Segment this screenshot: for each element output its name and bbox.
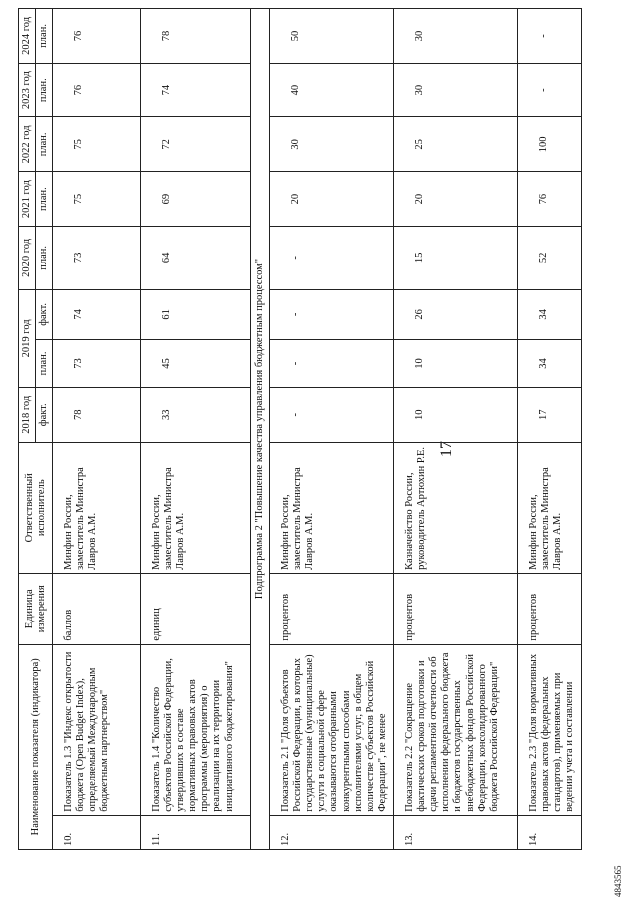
page-number: 17 bbox=[438, 441, 455, 457]
header-2018: 2018 год bbox=[19, 387, 36, 442]
header-unit: Единица измерения bbox=[19, 573, 53, 644]
header-exec: Ответственный исполнитель bbox=[19, 442, 53, 573]
value-2018-fact: 33 bbox=[141, 387, 251, 442]
subprogram-row bbox=[251, 9, 270, 850]
indicator-name: Показатель 2.1 "Доля субъектов Российской Федерации, в которых государственные (муниципальные) услуги в социальной сфере оказываются отобранными конкурентными способами исполнителями услуг, в общем количестве субъектов Российской Федерации", не менее bbox=[270, 644, 394, 815]
unit-cell: единиц bbox=[141, 573, 251, 644]
value-2018-fact: 78 bbox=[53, 387, 141, 442]
header-plan: план. bbox=[36, 9, 53, 64]
table-row bbox=[270, 9, 394, 850]
header-2023: 2023 год bbox=[19, 63, 36, 117]
indicator-name: Показатель 2.3 "Доля нормативных правовых актов (федеральных стандартов), применяемых при ведении учета и составлении bbox=[518, 644, 582, 815]
row-number: 13. bbox=[394, 815, 518, 849]
row-number: 12. bbox=[270, 815, 394, 849]
header-2024: 2024 год bbox=[19, 9, 36, 64]
value-2023: - bbox=[518, 63, 582, 117]
value-2022: 72 bbox=[141, 117, 251, 172]
indicator-name: Показатель 1.4 "Количество субъектов Российской Федерации, утвердивших в составе нормативных правовых актов программы (мероприятия) о реализации на их территории инициативного бюджетирования" bbox=[141, 644, 251, 815]
value-2018-fact: - bbox=[270, 387, 394, 442]
unit-cell: процентов bbox=[270, 573, 394, 644]
row-number: 14. bbox=[518, 815, 582, 849]
value-2021: 20 bbox=[394, 172, 518, 227]
value-2019-plan: 73 bbox=[53, 339, 141, 387]
value-2019-plan: 45 bbox=[141, 339, 251, 387]
value-2021: 69 bbox=[141, 172, 251, 227]
header-plan: план. bbox=[36, 227, 53, 290]
value-2019-fact: 26 bbox=[394, 289, 518, 339]
value-2023: 74 bbox=[141, 63, 251, 117]
table-row bbox=[394, 9, 518, 850]
unit-cell: процентов bbox=[394, 573, 518, 644]
header-2021: 2021 год bbox=[19, 172, 36, 227]
header-plan: план. bbox=[36, 117, 53, 172]
indicator-name: Показатель 1.3 "Индекс открытости бюджета (Open Budget Index), определяемый Международным бюджетным партнерством" bbox=[53, 644, 141, 815]
header-plan: план. bbox=[36, 339, 53, 387]
row-number: 11. bbox=[141, 815, 251, 849]
value-2023: 30 bbox=[394, 63, 518, 117]
executor-cell: Минфин России, заместитель Министра Лавров А.М. bbox=[270, 442, 394, 573]
header-fact: факт. bbox=[36, 387, 53, 442]
value-2024: 50 bbox=[270, 9, 394, 64]
value-2019-fact: 74 bbox=[53, 289, 141, 339]
subprogram-title: Подпрограмма 2 "Повышение качества управления бюджетным процессом" bbox=[251, 9, 270, 850]
value-2019-fact: 61 bbox=[141, 289, 251, 339]
value-2020: - bbox=[270, 227, 394, 290]
value-2022: 100 bbox=[518, 117, 582, 172]
value-2018-fact: 10 bbox=[394, 387, 518, 442]
executor-cell: Минфин России, заместитель Министра Лавров А.М. bbox=[518, 442, 582, 573]
value-2019-fact: 34 bbox=[518, 289, 582, 339]
value-2019-plan: - bbox=[270, 339, 394, 387]
header-row-1 bbox=[19, 9, 36, 850]
value-2024: 30 bbox=[394, 9, 518, 64]
value-2019-plan: 10 bbox=[394, 339, 518, 387]
header-plan: план. bbox=[36, 172, 53, 227]
unit-cell: баллов bbox=[53, 573, 141, 644]
table-row bbox=[141, 9, 251, 850]
value-2018-fact: 17 bbox=[518, 387, 582, 442]
executor-cell: Казначейство России, руководитель Артюхин Р.Е. bbox=[394, 442, 518, 573]
value-2022: 30 bbox=[270, 117, 394, 172]
value-2020: 73 bbox=[53, 227, 141, 290]
executor-cell: Минфин России, заместитель Министра Лавров А.М. bbox=[141, 442, 251, 573]
value-2024: 78 bbox=[141, 9, 251, 64]
header-2019: 2019 год bbox=[19, 289, 36, 387]
table-row bbox=[518, 9, 582, 850]
value-2019-plan: 34 bbox=[518, 339, 582, 387]
value-2021: 75 bbox=[53, 172, 141, 227]
header-plan: план. bbox=[36, 63, 53, 117]
document-code: 4843565 bbox=[613, 865, 623, 897]
indicator-name: Показатель 2.2 "Сокращение фактических сроков подготовки и сдачи регламентной отчетности об исполнении федерального бюджета и бюджетов государственных внебюджетных фондов Российской Федерации, консолидированного бюджета Российской Федерации" bbox=[394, 644, 518, 815]
header-2020: 2020 год bbox=[19, 227, 36, 290]
row-number: 10. bbox=[53, 815, 141, 849]
header-fact: факт. bbox=[36, 289, 53, 339]
table-row bbox=[53, 9, 141, 850]
value-2022: 25 bbox=[394, 117, 518, 172]
value-2021: 76 bbox=[518, 172, 582, 227]
value-2022: 75 bbox=[53, 117, 141, 172]
value-2023: 40 bbox=[270, 63, 394, 117]
header-name: Наименование показателя (индикатора) bbox=[19, 644, 53, 849]
value-2024: 76 bbox=[53, 9, 141, 64]
executor-cell: Минфин России, заместитель Министра Лавров А.М. bbox=[53, 442, 141, 573]
value-2020: 15 bbox=[394, 227, 518, 290]
value-2020: 64 bbox=[141, 227, 251, 290]
header-2022: 2022 год bbox=[19, 117, 36, 172]
indicator-table bbox=[18, 8, 582, 850]
value-2019-fact: - bbox=[270, 289, 394, 339]
unit-cell: процентов bbox=[518, 573, 582, 644]
value-2021: 20 bbox=[270, 172, 394, 227]
value-2020: 52 bbox=[518, 227, 582, 290]
value-2023: 76 bbox=[53, 63, 141, 117]
value-2024: - bbox=[518, 9, 582, 64]
